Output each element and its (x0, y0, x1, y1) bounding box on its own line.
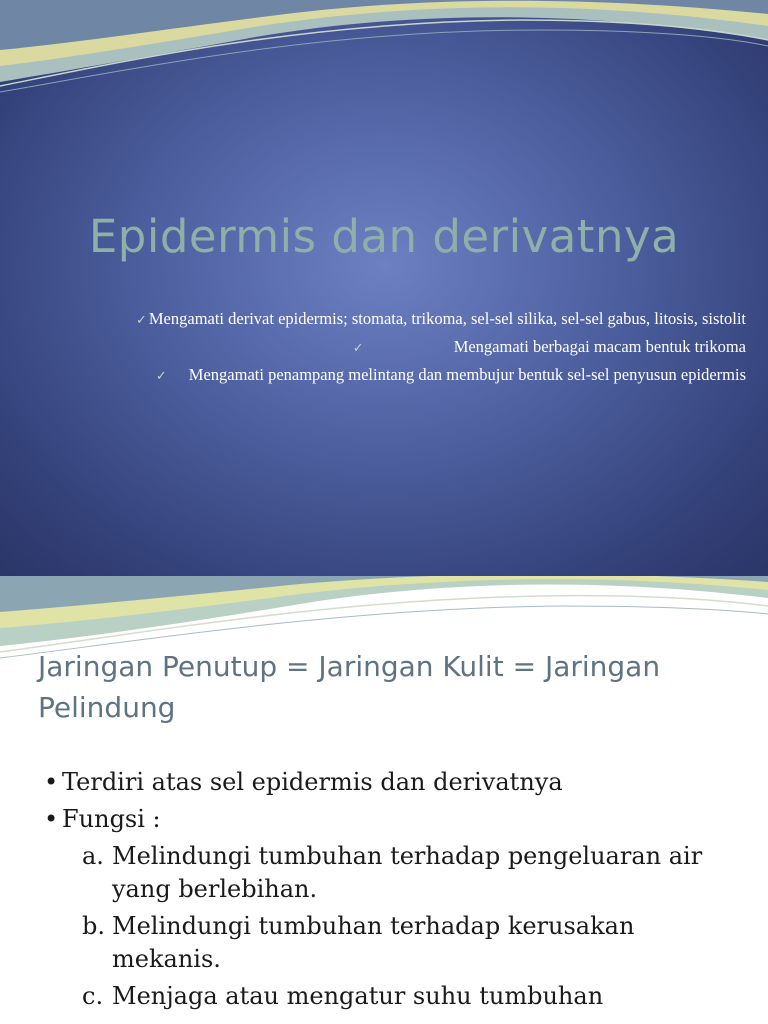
bullet-text: Terdiri atas sel epidermis dan derivatnya (62, 768, 563, 796)
slide-jaringan-penutup (0, 576, 768, 1024)
bullet-item (44, 766, 744, 799)
objective-text: Mengamati derivat epidermis; stomata, trikoma, sel-sel silika, sel-sel gabus, litosis, sistolit (148, 309, 746, 328)
function-text: Melindungi tumbuhan terhadap pengeluaran air yang berlebihan. (112, 842, 703, 903)
function-item (44, 980, 744, 1013)
list-marker: a. (82, 842, 104, 870)
function-text: Melindungi tumbuhan terhadap kerusakan mekanis. (112, 912, 635, 973)
function-item (44, 840, 744, 906)
check-icon: ✓ (155, 368, 167, 383)
slide-title: Epidermis dan derivatnya (88, 210, 680, 263)
check-icon: ✓ (135, 312, 147, 327)
objective-text: Mengamati penampang melintang dan membujur bentuk sel-sel penyusun epidermis (188, 365, 746, 384)
list-marker: b. (82, 912, 105, 940)
objective-text: Mengamati berbagai macam bentuk trikoma (453, 337, 746, 356)
objective-item (20, 336, 746, 359)
objectives-list (20, 308, 746, 392)
function-item (44, 910, 744, 976)
bullet-icon: • (44, 768, 59, 796)
check-icon: ✓ (352, 340, 364, 355)
bullet-icon: • (44, 805, 59, 833)
bullet-item (44, 803, 744, 836)
list-marker: c. (82, 982, 104, 1010)
slide-title: Jaringan Penutup = Jaringan Kulit = Jaringan Pelindung (38, 650, 661, 724)
content-list (44, 766, 744, 1017)
bullet-text: Fungsi : (62, 805, 161, 833)
objective-item (20, 364, 746, 387)
top-swoosh-decoration (0, 0, 768, 110)
function-text: Menjaga atau mengatur suhu tumbuhan (112, 982, 604, 1010)
objective-item (20, 308, 746, 331)
